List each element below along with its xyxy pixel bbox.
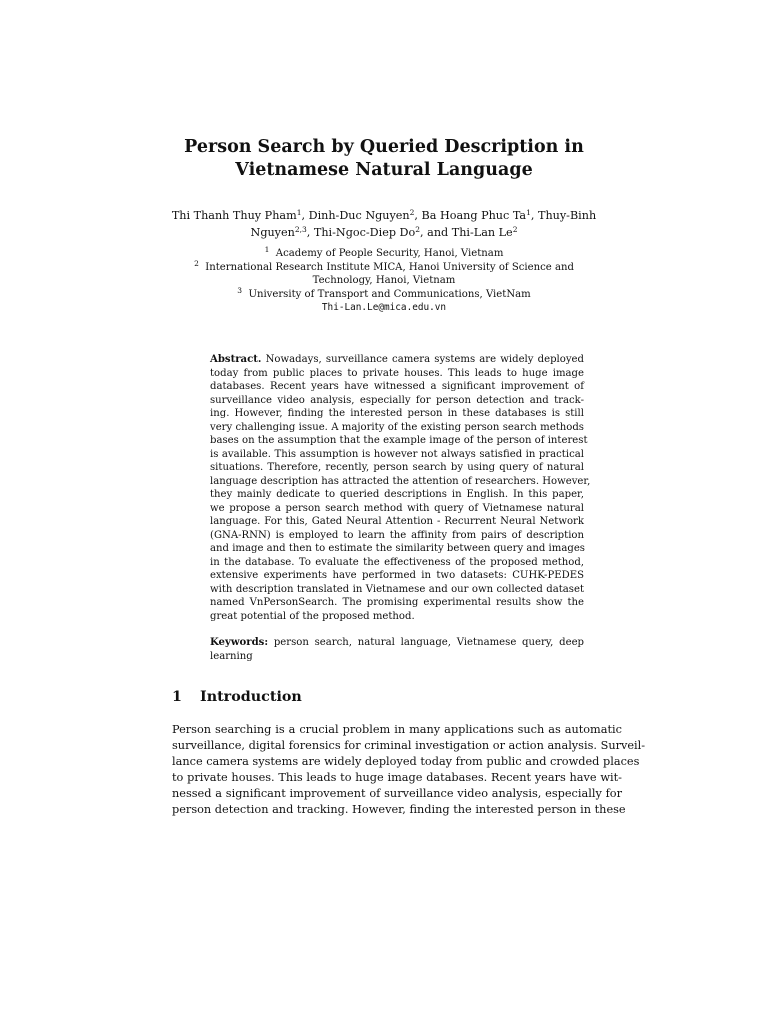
abstract-line: surveillance video analysis, especially for person detection and track- [210, 394, 584, 406]
affiliation-3 [150, 285, 618, 302]
abstract-line: ing. However, finding the interested person in these databases is still [210, 408, 584, 419]
abstract-line: databases. Recent years have witnessed a significant improvement of [210, 381, 584, 392]
contact-email[interactable]: Thi-Lan.Le@mica.edu.vn [321, 302, 447, 313]
abstract [210, 353, 591, 623]
abstract-label: Abstract. [210, 354, 262, 365]
author-name: Thi Thanh Thuy Pham [171, 209, 297, 222]
abstract-line [210, 353, 584, 367]
author-list [150, 207, 618, 241]
author-name: Nguyen [250, 226, 295, 239]
abstract-line: language description has attracted the attention of researchers. However, [210, 475, 591, 487]
abstract-line: bases on the assumption that the example image of the person of interest [210, 435, 588, 446]
body-line: Person searching is a crucial problem in many applications such as automatic [172, 723, 622, 736]
author-affil-mark: 2 [415, 225, 421, 234]
keywords-line: learning [210, 650, 253, 662]
abstract-line: situations. Therefore, recently, person search by using query of natural [210, 462, 584, 473]
author-affil-mark: 2 [512, 225, 518, 234]
affiliation-number: 2 [194, 258, 199, 268]
abstract-line: very challenging issue. A majority of the existing person search methods [210, 421, 584, 433]
affiliation-number: 1 [264, 245, 270, 254]
paper-title [150, 136, 618, 182]
author-name: , Thuy-Binh [530, 209, 597, 222]
author-affil-mark: 1 [296, 208, 302, 217]
body-line: surveillance, digital forensics for criminal investigation or action analysis. Surveil- [172, 739, 646, 752]
affiliation-text: Academy of People Security, Hanoi, Vietnam [275, 248, 504, 259]
section-title: Introduction [200, 689, 302, 705]
affiliation-2-cont: Technology, Hanoi, Vietnam [312, 275, 456, 286]
author-line-1 [150, 207, 618, 224]
body-line: lance camera systems are widely deployed today from public and crowded places [172, 755, 640, 768]
author-name: , Dinh-Duc Nguyen [301, 209, 410, 222]
body-line: person detection and tracking. However, finding the interested person in these [172, 803, 626, 816]
abstract-text: Nowadays, surveillance camera systems are widely deployed [265, 354, 584, 365]
abstract-line: and image and then to estimate the similarity between query and images [210, 543, 585, 554]
body-line: to private houses. This leads to huge image databases. Recent years have wit- [172, 771, 622, 784]
abstract-line: extensive experiments have performed in two datasets: CUHK-PEDES [210, 570, 584, 581]
abstract-line: in the database. To evaluate the effectiveness of the proposed method, [210, 556, 584, 568]
author-affil-mark: 2,3 [294, 225, 307, 234]
section-heading-introduction [172, 688, 302, 706]
affiliation-list [150, 247, 618, 315]
abstract-line: named VnPersonSearch. The promising experimental results show the [210, 597, 584, 608]
section-number: 1 [172, 689, 182, 705]
body-line: nessed a significant improvement of surveillance video analysis, especially for [172, 787, 622, 800]
title-line-1: Person Search by Queried Description in [184, 137, 584, 157]
abstract-line: great potential of the proposed method. [210, 610, 415, 622]
author-affil-mark: 2 [409, 208, 415, 217]
author-name: , Ba Hoang Phuc Ta [414, 209, 527, 222]
author-affil-mark: 1 [526, 208, 531, 217]
abstract-line: with description translated in Vietnamese and our own collected dataset [210, 583, 584, 595]
affiliation-number: 3 [237, 285, 243, 295]
author-name: , and Thi-Lan Le [420, 226, 513, 239]
author-name: , Thi-Ngoc-Diep Do [306, 226, 416, 239]
keywords-label: Keywords: [210, 637, 269, 648]
keywords-line [210, 636, 584, 650]
affiliation-text: International Research Institute MICA, Hanoi University of Science and [205, 261, 574, 273]
abstract-line: language. For this, Gated Neural Attention - Recurrent Neural Network [210, 516, 584, 527]
affiliation-text: University of Transport and Communications, VietNam [248, 288, 531, 300]
abstract-line: they mainly dedicate to queried descriptions in English. In this paper, [210, 489, 584, 500]
abstract-line: today from public places to private houses. This leads to huge image [210, 367, 584, 379]
author-line-2 [150, 224, 618, 241]
abstract-line: (GNA-RNN) is employed to learn the affinity from pairs of description [210, 529, 584, 541]
abstract-line: we propose a person search method with query of Vietnamese natural [210, 502, 584, 514]
affiliation-2 [150, 258, 618, 275]
affiliation-1 [150, 247, 618, 261]
title-line-2: Vietnamese Natural Language [235, 160, 533, 180]
abstract-line: is available. This assumption is however not always satisfied in practical [210, 448, 584, 460]
keywords-text: person search, natural language, Vietnamese query, deep [273, 637, 584, 648]
keywords [210, 636, 584, 663]
introduction-body [172, 722, 646, 818]
